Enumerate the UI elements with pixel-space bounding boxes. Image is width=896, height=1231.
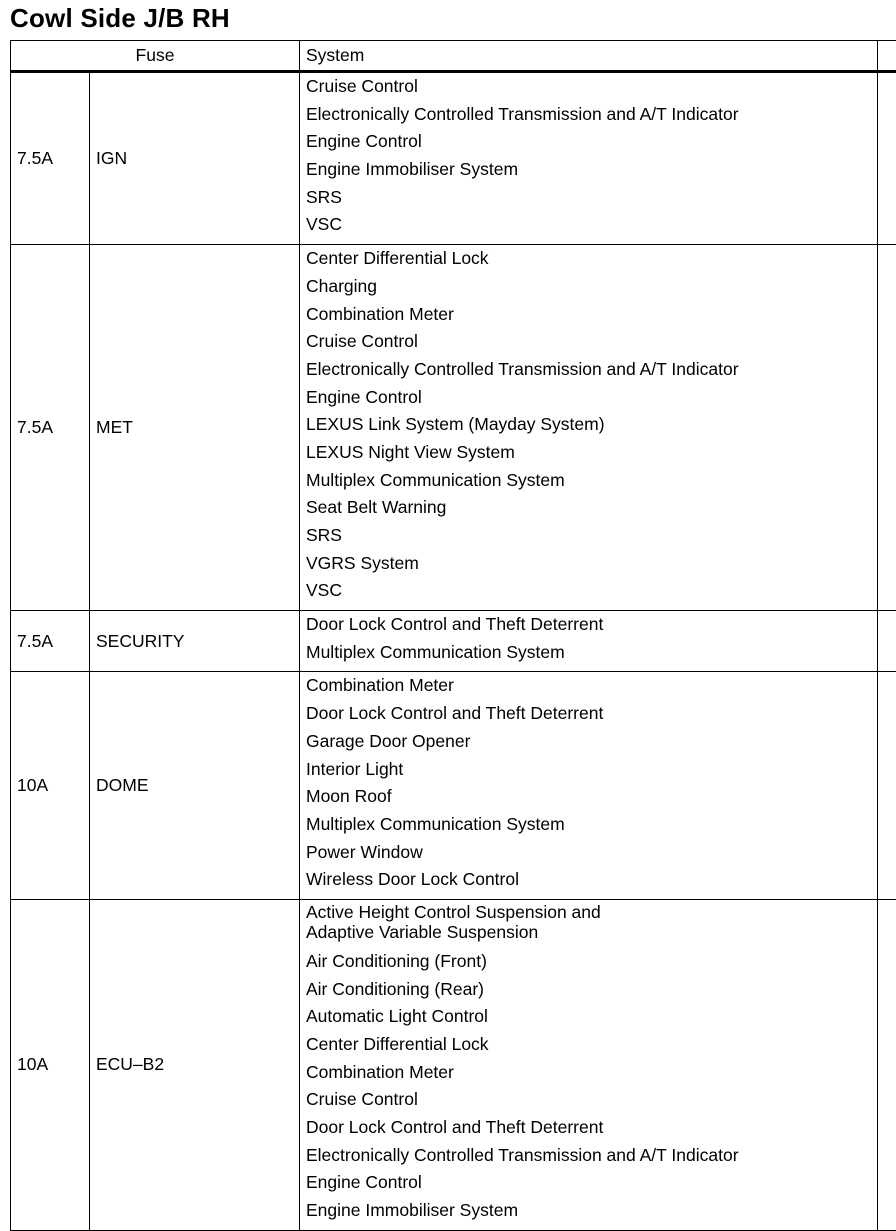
fuse-table-body — [11, 72, 896, 1231]
system-item: Combination Meter — [306, 303, 877, 331]
system-item: Multiplex Communication System — [306, 469, 877, 497]
system-item: LEXUS Link System (Mayday System) — [306, 413, 877, 441]
system-list-cell — [300, 611, 878, 672]
system-list — [306, 75, 877, 241]
fuse-amperage: 7.5A — [11, 245, 90, 611]
system-item: VGRS System — [306, 552, 877, 580]
system-item: Cruise Control — [306, 330, 877, 358]
fuse-amperage: 7.5A — [11, 611, 90, 672]
system-item: Engine Immobiliser System — [306, 1199, 877, 1227]
system-item: SRS — [306, 524, 877, 552]
system-list — [306, 247, 877, 607]
system-item: Power Window — [306, 841, 877, 869]
page-title: Cowl Side J/B RH — [10, 2, 230, 34]
system-list-cell — [300, 899, 878, 1230]
fuse-amperage: 10A — [11, 672, 90, 900]
system-list — [306, 674, 877, 896]
system-item: Engine Control — [306, 386, 877, 414]
system-item: Door Lock Control and Theft Deterrent — [306, 702, 877, 730]
system-list — [306, 902, 877, 1227]
system-item: Engine Immobiliser System — [306, 158, 877, 186]
system-item: SRS — [306, 186, 877, 214]
system-item: Engine Control — [306, 1171, 877, 1199]
system-item: Cruise Control — [306, 75, 877, 103]
fuse-name: ECU–B2 — [90, 899, 300, 1230]
system-item: Electronically Controlled Transmission and A/T Indicator — [306, 103, 877, 131]
system-item: Electronically Controlled Transmission and A/T Indicator — [306, 358, 877, 386]
system-item: Charging — [306, 275, 877, 303]
system-item: Multiplex Communication System — [306, 641, 877, 669]
table-header-row — [11, 41, 896, 72]
fuse-name: DOME — [90, 672, 300, 900]
system-item: Wireless Door Lock Control — [306, 868, 877, 896]
system-item: Engine Control — [306, 130, 877, 158]
system-item: LEXUS Night View System — [306, 441, 877, 469]
system-item: Multiplex Communication System — [306, 813, 877, 841]
row-extra-cell — [878, 245, 896, 611]
system-item: Electronically Controlled Transmission and A/T Indicator — [306, 1144, 877, 1172]
system-item: Moon Roof — [306, 785, 877, 813]
table-row — [11, 245, 896, 611]
fuse-amperage: 7.5A — [11, 72, 90, 245]
row-extra-cell — [878, 672, 896, 900]
system-item: Center Differential Lock — [306, 1033, 877, 1061]
header-extra-cell — [878, 41, 896, 72]
fuse-column-header: Fuse — [11, 41, 300, 72]
table-row — [11, 899, 896, 1230]
table-row — [11, 672, 896, 900]
fuse-name: SECURITY — [90, 611, 300, 672]
table-row — [11, 72, 896, 245]
system-item: Center Differential Lock — [306, 247, 877, 275]
fuse-name: MET — [90, 245, 300, 611]
system-item: Interior Light — [306, 758, 877, 786]
row-extra-cell — [878, 72, 896, 245]
system-item: Active Height Control Suspension and Adaptive Variable Suspension — [306, 902, 877, 950]
system-item: VSC — [306, 579, 877, 607]
system-list — [306, 613, 877, 668]
system-list-cell — [300, 72, 878, 245]
system-item: Combination Meter — [306, 1061, 877, 1089]
system-item: Door Lock Control and Theft Deterrent — [306, 613, 877, 641]
row-extra-cell — [878, 611, 896, 672]
system-item: Air Conditioning (Front) — [306, 950, 877, 978]
table-row — [11, 611, 896, 672]
fuse-amperage: 10A — [11, 899, 90, 1230]
system-item: VSC — [306, 213, 877, 241]
system-item: Door Lock Control and Theft Deterrent — [306, 1116, 877, 1144]
system-item: Cruise Control — [306, 1088, 877, 1116]
fuse-name: IGN — [90, 72, 300, 245]
system-item: Combination Meter — [306, 674, 877, 702]
row-extra-cell — [878, 899, 896, 1230]
system-item: Automatic Light Control — [306, 1005, 877, 1033]
system-item: Seat Belt Warning — [306, 496, 877, 524]
system-column-header: System — [300, 41, 878, 72]
system-item: Air Conditioning (Rear) — [306, 978, 877, 1006]
system-list-cell — [300, 672, 878, 900]
system-list-cell — [300, 245, 878, 611]
fuse-table — [10, 40, 896, 1231]
system-item: Garage Door Opener — [306, 730, 877, 758]
